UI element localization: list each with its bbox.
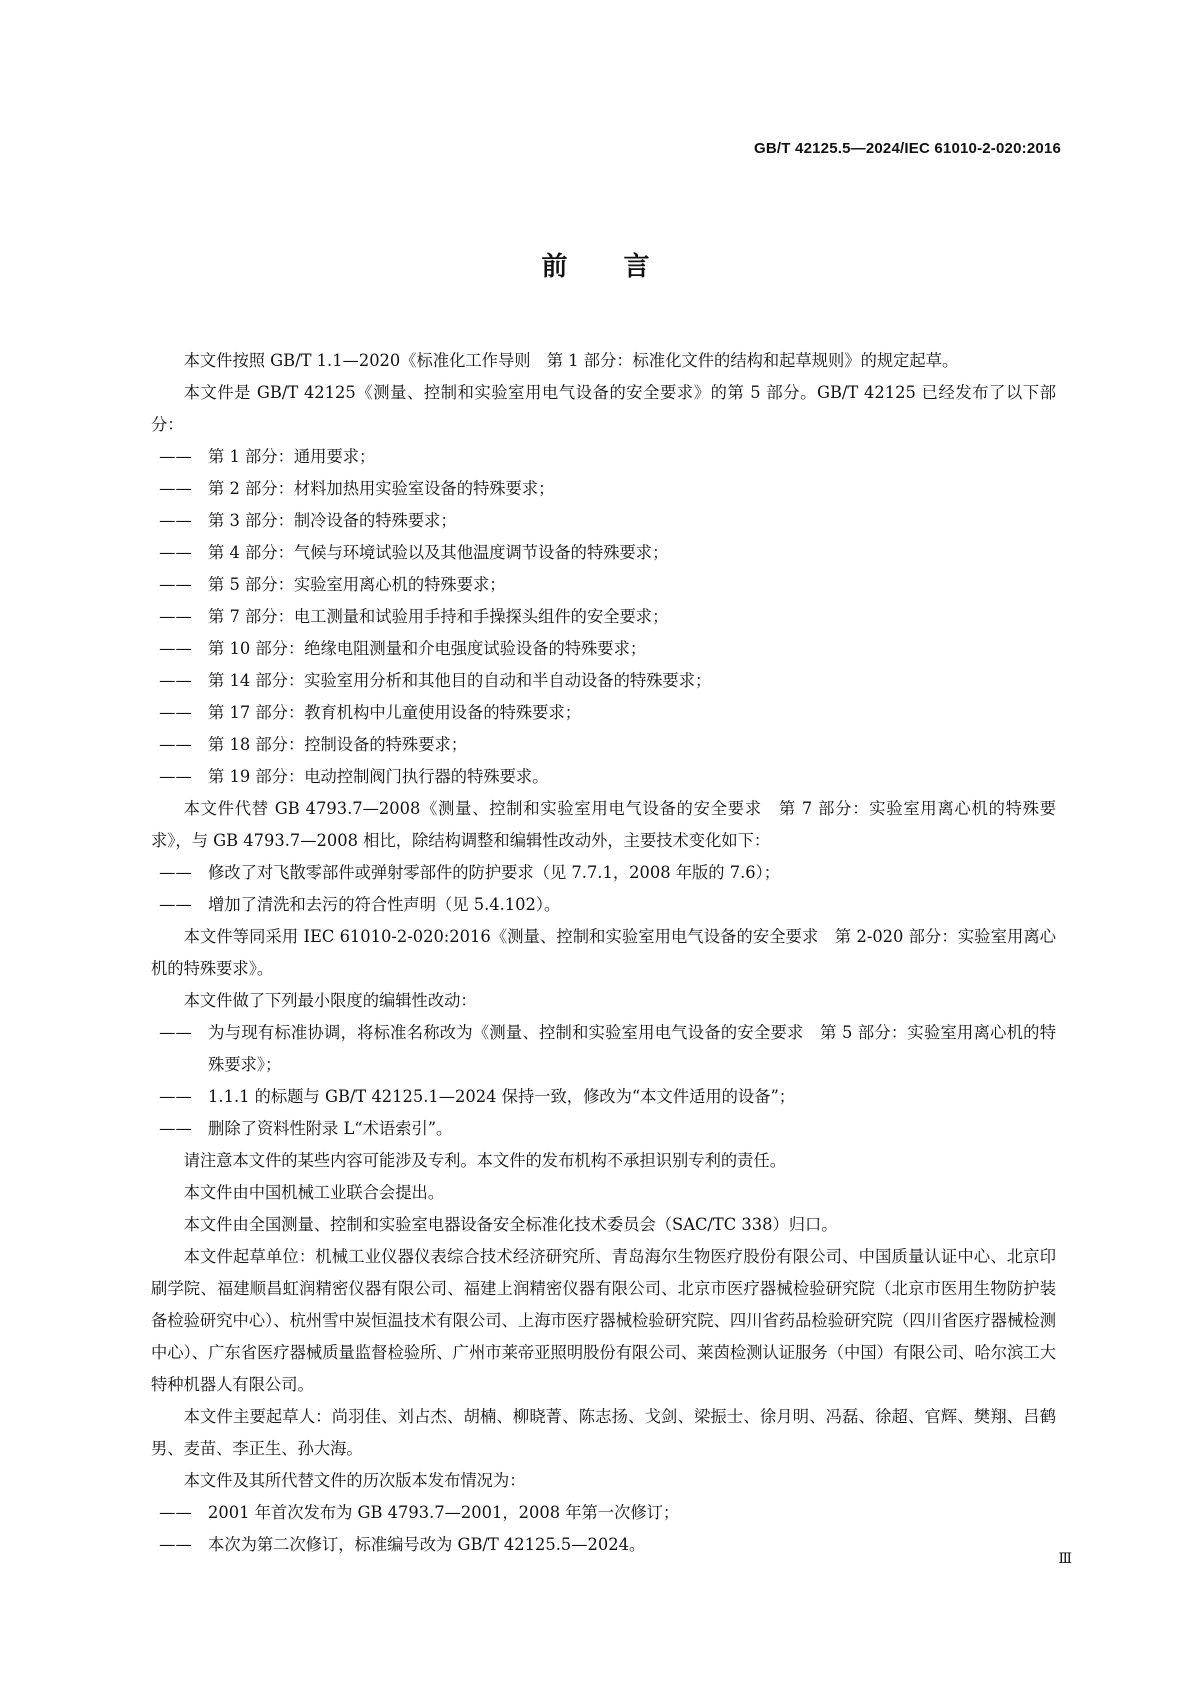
list-item-text: 增加了清洗和去污的符合性声明（见 5.4.102）。	[208, 895, 561, 914]
list-item-text: 第 1 部分：通用要求；	[208, 447, 376, 466]
list-item-text: 2001 年首次发布为 GB 4793.7—2001，2008 年第一次修订；	[208, 1503, 680, 1522]
list-item-text: 第 7 部分：电工测量和试验用手持和手操探头组件的安全要求；	[208, 607, 669, 626]
list-dash: ——	[159, 511, 192, 530]
list-dash: ——	[159, 1023, 192, 1042]
list-item	[151, 473, 1056, 505]
list-item-text: 第 4 部分：气候与环境试验以及其他温度调节设备的特殊要求；	[208, 543, 669, 562]
list-dash: ——	[159, 639, 192, 658]
paragraph: 本文件由全国测量、控制和实验室电器设备安全标准化技术委员会（SAC/TC 338）归口。	[183, 1215, 838, 1234]
list-dash: ——	[159, 479, 192, 498]
paragraph: 本文件主要起草人：尚羽佳、刘占杰、胡楠、柳晓菁、陈志扬、戈剑、梁振士、徐月明、冯磊、徐超、官辉、樊翔、吕鹤男、麦苗、李正生、孙大海。	[151, 1407, 1056, 1458]
list-dash: ——	[159, 1087, 192, 1106]
list-dash: ——	[159, 863, 192, 882]
list-item	[151, 505, 1056, 537]
list-item	[151, 1113, 1056, 1145]
document-code-header: GB/T 42125.5—2024/IEC 61010-2-020:2016	[754, 140, 1061, 157]
list-item	[151, 569, 1056, 601]
list-item	[151, 1017, 1056, 1081]
list-item-text: 修改了对飞散零部件或弹射零部件的防护要求（见 7.7.1，2008 年版的 7.6）；	[208, 863, 781, 882]
list-dash: ——	[159, 767, 192, 786]
paragraph: 请注意本文件的某些内容可能涉及专利。本文件的发布机构不承担识别专利的责任。	[183, 1151, 787, 1170]
paragraph: 本文件做了下列最小限度的编辑性改动：	[183, 991, 477, 1010]
list-dash: ——	[159, 543, 192, 562]
list-item-text: 第 2 部分：材料加热用实验室设备的特殊要求；	[208, 479, 555, 498]
paragraph: 本文件起草单位：机械工业仪器仪表综合技术经济研究所、青岛海尔生物医疗股份有限公司、中国质量认证中心、北京印刷学院、福建顺昌虹润精密仪器有限公司、福建上润精密仪器有限公司、北京市医疗器械检验研究院（北京市医用生物防护装备检验研究中心）、杭州雪中炭恒温技术有限公司、上海市医疗器械检验研究院、四川省药品检验研究院（四川省医疗器械检测中心）、广东省医疗器械质量监督检验所、广州市莱帝亚照明股份有限公司、莱茵检测认证服务（中国）有限公司、哈尔滨工大特种机器人有限公司。	[151, 1247, 1056, 1394]
list-item	[151, 697, 1056, 729]
list-item-text: 本次为第二次修订，标准编号改为 GB/T 42125.5—2024。	[208, 1535, 646, 1554]
list-dash: ——	[159, 703, 192, 722]
list-item-text: 1.1.1 的标题与 GB/T 42125.1—2024 保持一致，修改为“本文件适用的设备”；	[208, 1087, 796, 1106]
list-item	[151, 857, 1056, 889]
list-item	[151, 537, 1056, 569]
page-title: 前言	[541, 252, 706, 282]
list-item-text: 第 5 部分：实验室用离心机的特殊要求；	[208, 575, 506, 594]
paragraph: 本文件是 GB/T 42125《测量、控制和实验室用电气设备的安全要求》的第 5 部分。GB/T 42125 已经发布了以下部分：	[151, 383, 1056, 434]
list-item-text: 第 19 部分：电动控制阀门执行器的特殊要求。	[208, 767, 549, 786]
list-dash: ——	[159, 1535, 192, 1554]
list-dash: ——	[159, 671, 192, 690]
list-item-text: 第 17 部分：教育机构中儿童使用设备的特殊要求；	[208, 703, 582, 722]
list-dash: ——	[159, 1503, 192, 1522]
list-item-text: 第 10 部分：绝缘电阻测量和介电强度试验设备的特殊要求；	[208, 639, 647, 658]
paragraph: 本文件代替 GB 4793.7—2008《测量、控制和实验室用电气设备的安全要求 第 7 部分：实验室用离心机的特殊要求》，与 GB 4793.7—2008 相比，除结构调整和编辑性改动外，主要技术变化如下：	[151, 799, 1056, 850]
list-item-text: 第 3 部分：制冷设备的特殊要求；	[208, 511, 457, 530]
list-item	[151, 633, 1056, 665]
list-dash: ——	[159, 895, 192, 914]
paragraph: 本文件按照 GB/T 1.1—2020《标准化工作导则 第 1 部分：标准化文件的结构和起草规则》的规定起草。	[183, 351, 959, 370]
paragraph: 本文件及其所代替文件的历次版本发布情况为：	[183, 1471, 526, 1490]
list-item	[151, 761, 1056, 793]
list-item	[151, 1497, 1056, 1529]
list-item-text: 第 14 部分：实验室用分析和其他目的自动和半自动设备的特殊要求；	[208, 671, 712, 690]
list-item	[151, 729, 1056, 761]
list-item	[151, 889, 1056, 921]
list-item	[151, 441, 1056, 473]
list-item-text: 为与现有标准协调，将标准名称改为《测量、控制和实验室用电气设备的安全要求 第 5 部分：实验室用离心机的特殊要求》；	[208, 1023, 1056, 1074]
list-item	[151, 665, 1056, 697]
list-item-text: 删除了资料性附录 L“术语索引”。	[208, 1119, 453, 1138]
list-item-text: 第 18 部分：控制设备的特殊要求；	[208, 735, 468, 754]
list-dash: ——	[159, 447, 192, 466]
foreword-body	[151, 345, 1056, 1561]
list-dash: ——	[159, 735, 192, 754]
list-item	[151, 1081, 1056, 1113]
list-dash: ——	[159, 1119, 192, 1138]
list-dash: ——	[159, 575, 192, 594]
paragraph: 本文件等同采用 IEC 61010-2-020:2016《测量、控制和实验室用电气设备的安全要求 第 2-020 部分：实验室用离心机的特殊要求》。	[151, 927, 1056, 978]
list-item	[151, 1529, 1056, 1561]
paragraph: 本文件由中国机械工业联合会提出。	[183, 1183, 445, 1202]
list-dash: ——	[159, 607, 192, 626]
list-item	[151, 601, 1056, 633]
page-number: Ⅲ	[1058, 1552, 1072, 1567]
